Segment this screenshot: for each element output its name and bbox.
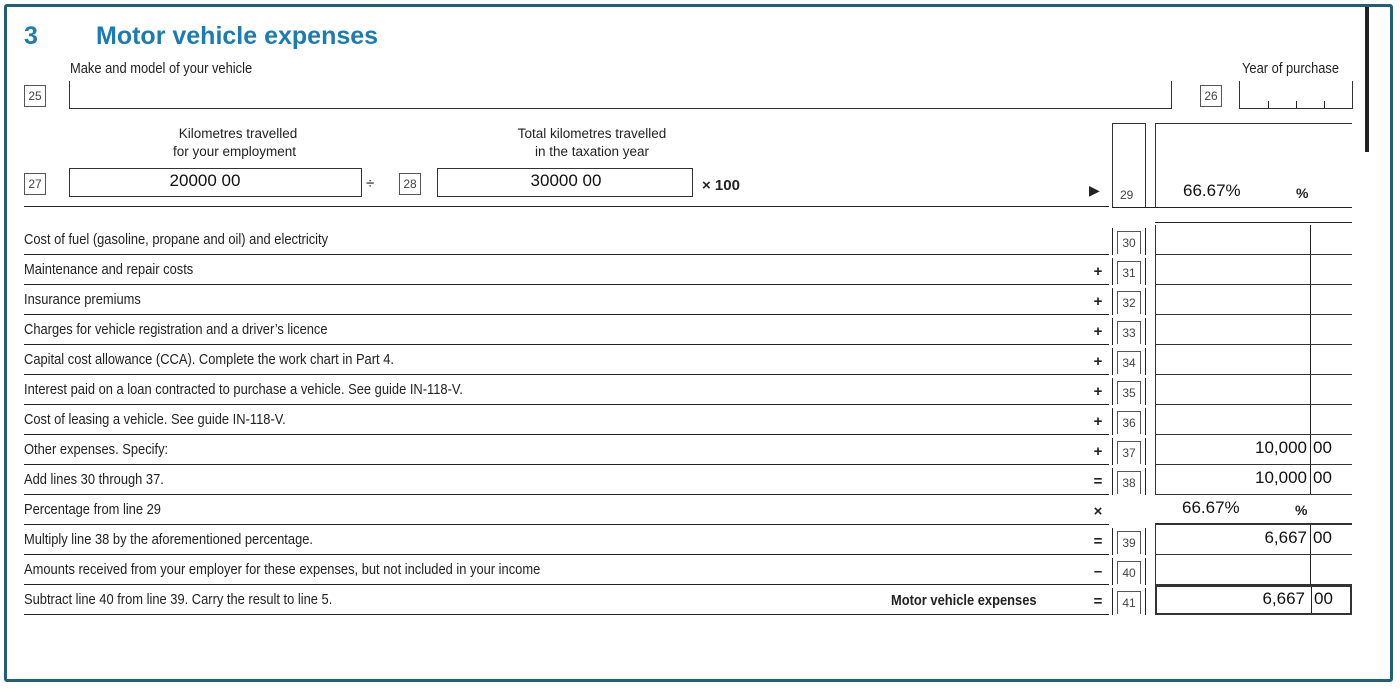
amount-field-percentage[interactable]	[1155, 495, 1352, 525]
amount-column-top-rule	[1155, 222, 1352, 223]
row-number-left-rule	[1112, 258, 1113, 285]
make-model-label: Make and model of your vehicle	[70, 60, 253, 77]
amount-field-38[interactable]	[1155, 465, 1352, 495]
row-number-left-rule	[1112, 348, 1113, 375]
line-number-40: 40	[1117, 561, 1141, 584]
cents-divider	[1310, 285, 1311, 314]
row-rule	[24, 614, 1109, 615]
amount-field-36[interactable]	[1155, 405, 1352, 435]
km-underline	[24, 206, 1109, 207]
amount-cents: 00	[1314, 589, 1333, 608]
line-number-37: 37	[1117, 441, 1141, 464]
cents-divider	[1310, 405, 1311, 434]
row-rule	[24, 494, 1109, 495]
row-operator: =	[1093, 593, 1103, 610]
line-number-36: 36	[1117, 411, 1141, 434]
line-number-30: 30	[1117, 231, 1141, 254]
row-operator: +	[1093, 293, 1103, 310]
row-rule	[24, 284, 1109, 285]
multiply-100-text: × 100	[702, 177, 740, 194]
amount-dollars: 6,667	[1264, 528, 1307, 547]
line-number-32: 32	[1117, 291, 1141, 314]
row-number-left-rule	[1112, 378, 1113, 405]
form-section-frame	[4, 4, 1393, 682]
amount-cents: 00	[1313, 528, 1332, 547]
row-number-left-rule	[1112, 228, 1113, 255]
row-number-right-rule	[1145, 528, 1146, 555]
row-rule	[24, 464, 1109, 465]
percentage-value: 66.67%	[1182, 498, 1240, 517]
row-number-right-rule	[1145, 318, 1146, 345]
row-label: Amounts received from your employer for these expenses, but not included in your income	[24, 561, 541, 578]
line-29-result-field[interactable]: 66.67% %	[1155, 123, 1352, 208]
row-rule	[24, 314, 1109, 315]
amount-field-34[interactable]	[1155, 345, 1352, 375]
row-rule	[24, 254, 1109, 255]
row-number-left-rule	[1112, 558, 1113, 585]
amount-dollars: 6,667	[1262, 589, 1305, 608]
cents-divider	[1310, 435, 1311, 464]
line-number-35: 35	[1117, 381, 1141, 404]
amount-field-35[interactable]	[1155, 375, 1352, 405]
row-number-right-rule	[1145, 438, 1146, 465]
amount-dollars: 10,000	[1255, 468, 1307, 487]
cents-divider	[1310, 525, 1311, 554]
row-number-left-rule	[1112, 408, 1113, 435]
km-total-label-2: in the taxation year	[534, 144, 650, 159]
line-29-number-box: 29	[1112, 123, 1146, 208]
line-number-41: 41	[1117, 591, 1141, 614]
cents-divider	[1310, 555, 1311, 584]
row-rule	[24, 374, 1109, 375]
row-label: Insurance premiums	[24, 291, 141, 308]
row-number-right-rule	[1145, 378, 1146, 405]
row-label: Interest paid on a loan contracted to purchase a vehicle. See guide IN-118-V.	[24, 381, 463, 398]
section-number: 3	[24, 22, 38, 50]
row-rule	[24, 344, 1109, 345]
amount-field-30[interactable]	[1155, 225, 1352, 255]
amount-field-33[interactable]	[1155, 315, 1352, 345]
row-operator: +	[1093, 443, 1103, 460]
cents-divider	[1310, 345, 1311, 374]
row-number-left-rule	[1112, 318, 1113, 345]
row-operator: +	[1093, 353, 1103, 370]
make-model-input[interactable]	[69, 81, 1172, 109]
line-number-38: 38	[1117, 471, 1141, 494]
line-number-33: 33	[1117, 321, 1141, 344]
row-rule	[24, 434, 1109, 435]
km-employment-label-1: Kilometres travelled	[178, 126, 298, 141]
row-operator: ×	[1093, 503, 1103, 520]
year-label: Year of purchase	[1242, 60, 1340, 77]
motor-vehicle-expenses-total-label: Motor vehicle expenses	[891, 592, 1037, 609]
section-title: Motor vehicle expenses	[96, 22, 379, 50]
cents-divider	[1310, 375, 1311, 404]
row-label: Cost of fuel (gasoline, propane and oil) and electricity	[24, 231, 329, 248]
amount-cents: 00	[1313, 438, 1332, 457]
row-label: Multiply line 38 by the aforementioned percentage.	[24, 531, 314, 548]
line-number-39: 39	[1117, 531, 1141, 554]
row-operator: +	[1093, 263, 1103, 280]
km-total-input[interactable]: 30000 00	[437, 168, 693, 197]
line-number-34: 34	[1117, 351, 1141, 374]
row-number-right-rule	[1145, 408, 1146, 435]
row-operator: +	[1093, 323, 1103, 340]
amount-field-37[interactable]	[1155, 435, 1352, 465]
divide-sign: ÷	[366, 175, 375, 192]
line-number-25: 25	[24, 85, 46, 107]
cents-divider	[1310, 465, 1311, 494]
row-rule	[24, 554, 1109, 555]
percentage-unit: %	[1295, 502, 1308, 518]
row-label: Capital cost allowance (CCA). Complete the work chart in Part 4.	[24, 351, 394, 368]
km-employment-label-2: for your employment	[172, 144, 297, 159]
line-29-bottom-rule	[1112, 207, 1352, 208]
scrollbar-thumb[interactable]	[1365, 7, 1369, 152]
km-employment-input[interactable]: 20000 00	[69, 168, 362, 197]
row-number-right-rule	[1145, 258, 1146, 285]
line-number-26: 26	[1200, 85, 1222, 107]
amount-field-39[interactable]	[1155, 525, 1352, 555]
row-label: Maintenance and repair costs	[24, 261, 194, 278]
row-number-right-rule	[1145, 558, 1146, 585]
amount-field-31[interactable]	[1155, 255, 1352, 285]
row-label: Add lines 30 through 37.	[24, 471, 164, 488]
amount-field-40[interactable]	[1155, 555, 1352, 585]
line-number-27: 27	[24, 173, 46, 195]
row-operator: =	[1093, 533, 1103, 550]
row-number-left-rule	[1112, 468, 1113, 495]
row-number-right-rule	[1145, 588, 1146, 615]
row-label: Charges for vehicle registration and a driver’s licence	[24, 321, 328, 338]
line-number-31: 31	[1117, 261, 1141, 284]
row-operator: +	[1093, 413, 1103, 430]
amount-cents: 00	[1313, 468, 1332, 487]
row-number-right-rule	[1145, 468, 1146, 495]
km-total-label-1: Total kilometres travelled	[517, 126, 667, 141]
row-number-left-rule	[1112, 528, 1113, 555]
row-operator: +	[1093, 383, 1103, 400]
row-label: Cost of leasing a vehicle. See guide IN-118-V.	[24, 411, 286, 428]
amount-field-32[interactable]	[1155, 285, 1352, 315]
row-number-left-rule	[1112, 438, 1113, 465]
amount-field-41[interactable]	[1155, 585, 1352, 615]
line-number-28: 28	[399, 173, 421, 195]
row-rule	[24, 404, 1109, 405]
cents-divider	[1310, 225, 1311, 254]
amount-dollars: 10,000	[1255, 438, 1307, 457]
row-number-right-rule	[1145, 228, 1146, 255]
row-rule	[24, 524, 1109, 525]
row-number-right-rule	[1145, 348, 1146, 375]
row-label: Percentage from line 29	[24, 501, 161, 518]
row-label: Other expenses. Specify:	[24, 441, 169, 458]
cents-divider	[1311, 587, 1312, 613]
year-of-purchase-input[interactable]	[1239, 81, 1353, 109]
row-number-right-rule	[1145, 288, 1146, 315]
cents-divider	[1310, 315, 1311, 344]
row-rule	[24, 584, 1109, 585]
row-number-left-rule	[1112, 288, 1113, 315]
row-label: Subtract line 40 from line 39. Carry the result to line 5.	[24, 591, 333, 608]
result-arrow-icon: ▶	[1089, 182, 1100, 198]
cents-divider	[1310, 255, 1311, 284]
row-number-left-rule	[1112, 588, 1113, 615]
row-operator: =	[1093, 473, 1103, 490]
row-operator: –	[1093, 563, 1103, 580]
